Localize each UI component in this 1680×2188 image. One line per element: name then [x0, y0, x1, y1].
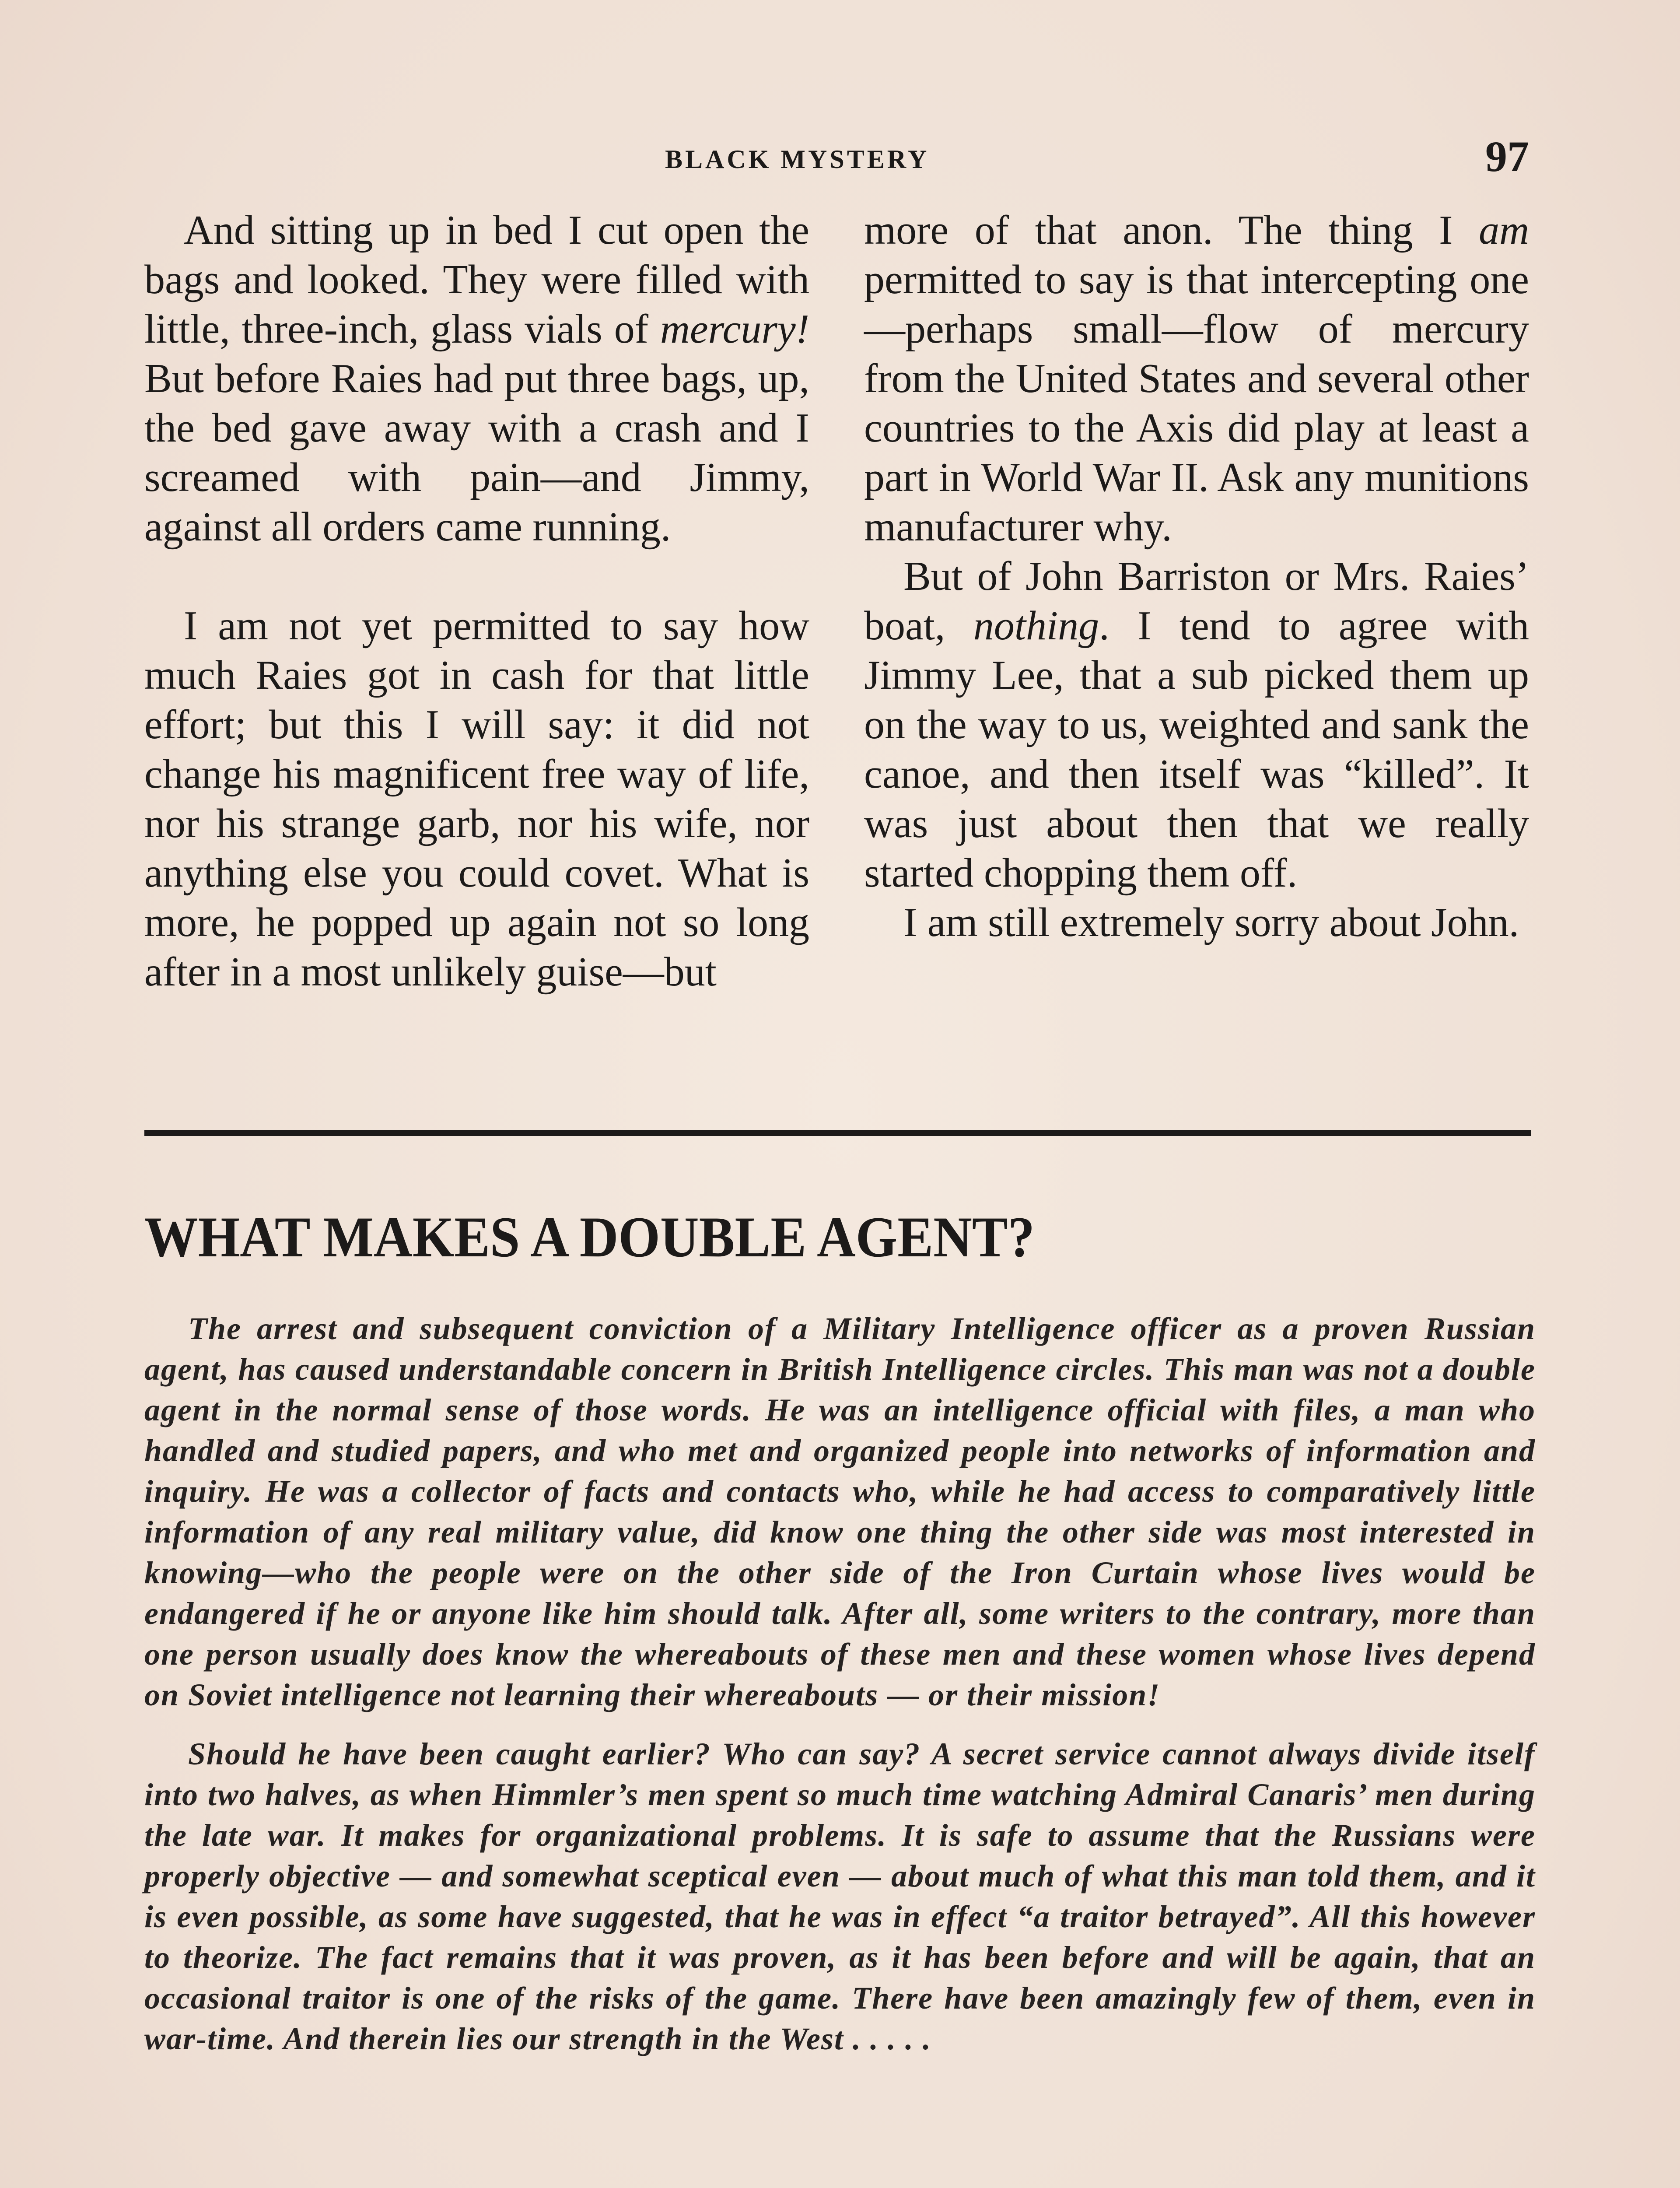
story-paragraph: I am not yet permitted to say how much Raies got in cash for that little effort; but this I will say: it did not change his magnificent free way of life, nor his strange garb, nor his wife, nor anything else you could covet. What is more, he popped up again not so long after in a most unlikely guise—but — [144, 603, 809, 995]
emphasis-text: mercury! — [660, 306, 809, 352]
story-paragraph — [864, 552, 1529, 898]
story-column-right — [864, 206, 1529, 947]
text-run: And sitting up in bed I cut open the bags and looked. They were filled with little, three-inch, glass vials of — [144, 207, 809, 352]
article-paragraph: The arrest and subsequent conviction of a Military Intelligence officer as a proven Russian agent, has caused understandable concern in British Intelligence circles. This man was not a double agent in the normal sense of those words. He was an intelligence official with files, a man who handled and studied papers, and who met and organized people into networks of information and inquiry. He was a collector of facts and contacts who, while he had access to comparatively little information of any real military value, did know one thing the other side was most interested in knowing—who the people were on the other side of the Iron Curtain whose lives would be endangered if he or anyone like him should talk. After all, some writers to the contrary, more than one person usually does know the whereabouts of these men and these women whose lives depend on Soviet intelligence not learning their whereabouts — or their mission! — [144, 1311, 1536, 1712]
text-run: permitted to say is that intercepting one—perhaps small—flow of mercury from the United States and several other countries to the Axis did play at least a part in World War II. Ask any munitions manufacturer why. — [864, 257, 1529, 550]
article-body — [144, 1308, 1536, 2059]
emphasis-text: nothing — [973, 603, 1099, 649]
story-column-left — [144, 206, 809, 997]
story-paragraph: I am still extremely sorry about John. — [903, 900, 1519, 945]
story-paragraph — [864, 206, 1529, 552]
text-run: But of John Barriston or Mrs. Raies’ boat, — [864, 554, 1529, 649]
text-run: But before Raies had put three bags, up, the bed gave away with a crash and I screamed with pain—and Jimmy, against all orders came running. — [144, 356, 809, 550]
text-run: . I tend to agree with Jimmy Lee, that a sub picked them up on the way to us, weighted and sank the canoe, and then itself was “killed”. It was just about then that we really started chopping them off. — [864, 603, 1529, 896]
article-title: WHAT MAKES A DOUBLE AGENT? — [144, 1205, 1035, 1269]
running-head: BLACK MYSTERY — [665, 145, 930, 174]
article-paragraph: Should he have been caught earlier? Who can say? A secret service cannot always divide itself into two halves, as when Himmler’s men spent so much time watching Admiral Canaris’ men during the late war. It makes for organizational problems. It is safe to assume that the Russians were properly objective — and somewhat sceptical even — about much of what this man told them, and it is even possible, as some have suggested, that he was in effect “a traitor betrayed”. All this however to theorize. The fact remains that it was proven, as it has been before and will be again, that an occasional traitor is one of the risks of the game. There have been amazingly few of them, even in war-time. And therein lies our strength in the West . . . . . — [144, 1736, 1536, 2056]
text-run: more of that anon. The thing I — [864, 207, 1479, 253]
story-paragraph — [144, 206, 809, 552]
emphasis-text: am — [1479, 207, 1529, 253]
section-divider — [144, 1130, 1531, 1136]
page-number: 97 — [1485, 132, 1529, 181]
